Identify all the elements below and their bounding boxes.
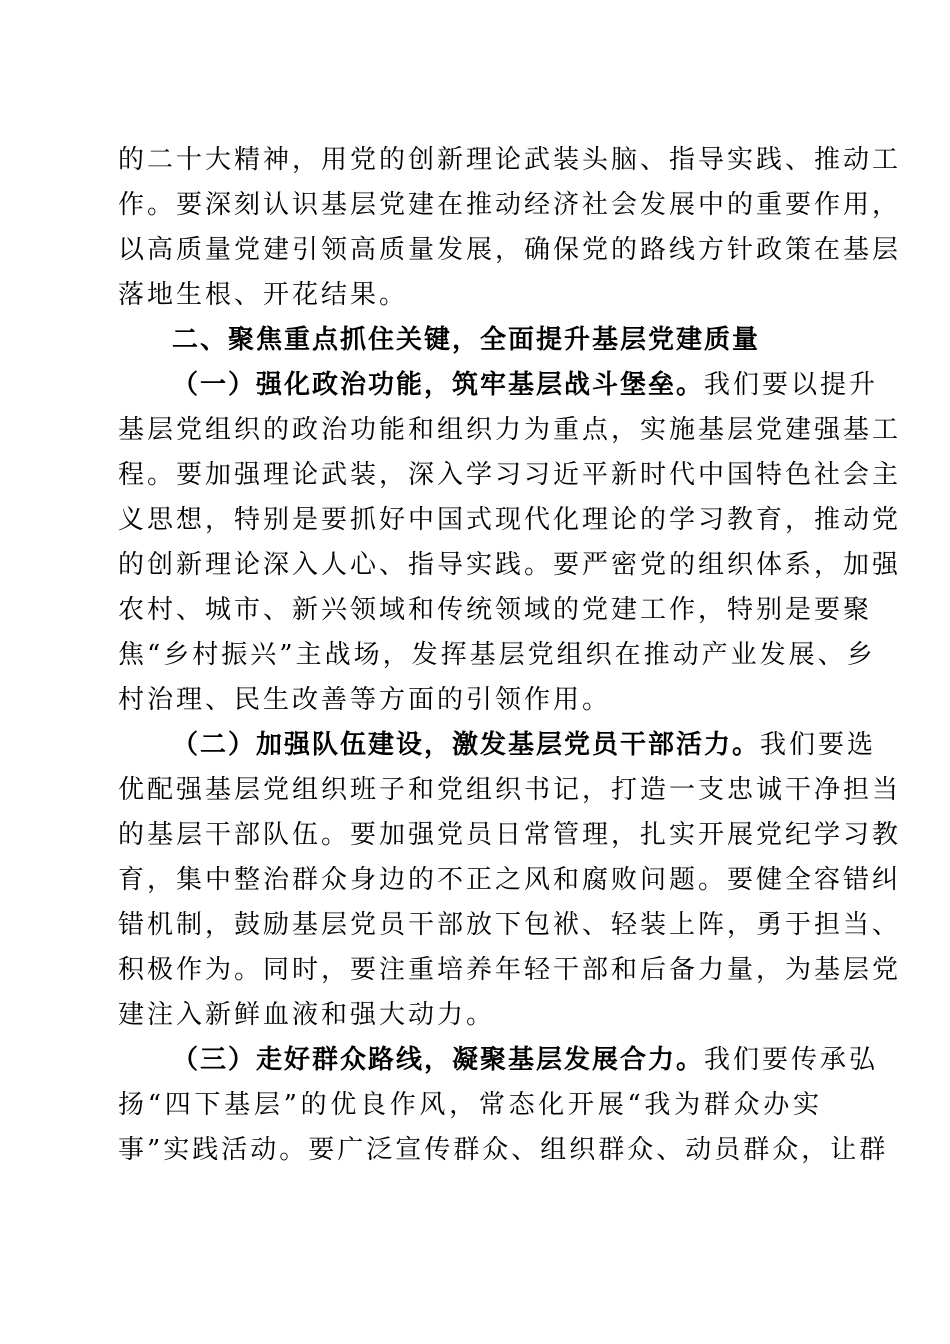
paragraph-line: 积极作为。同时，要注重培养年轻干部和后备力量，为基层党 — [118, 955, 902, 985]
section-3-lead: （三）走好群众路线，凝聚基层发展合力。 — [172, 1045, 705, 1075]
paragraph-first-line — [118, 1038, 879, 1083]
section-2-first-line-rest: 我们要选 — [760, 730, 877, 760]
paragraph-first-line — [118, 723, 877, 768]
paragraph-line: 建注入新鲜血液和强大动力。 — [118, 1000, 496, 1030]
paragraph-line: 作。要深刻认识基层党建在推动经济社会发展中的重要作用， — [118, 190, 902, 220]
paragraph-line: 扬“四下基层”的优良作风，常态化开展“我为群众办实 — [118, 1090, 822, 1120]
section-1-lead: （一）强化政治功能，筑牢基层战斗堡垒。 — [172, 370, 705, 400]
section-1-paragraph — [118, 363, 902, 723]
paragraph-line: 优配强基层党组织班子和党组织书记，打造一支忠诚干净担当 — [118, 775, 902, 805]
paragraph-line: 的创新理论深入人心、指导实践。要严密党的组织体系，加强 — [118, 550, 902, 580]
paragraph-line: 的基层干部队伍。要加强党员日常管理，扎实开展党纪学习教 — [118, 820, 902, 850]
section-2-paragraph — [118, 723, 902, 1038]
paragraph-line: 事”实践活动。要广泛宣传群众、组织群众、动员群众，让群 — [118, 1135, 889, 1165]
section-3-paragraph — [118, 1038, 889, 1173]
document-page — [118, 138, 902, 1173]
section-3-first-line-rest: 我们要传承弘 — [704, 1045, 879, 1075]
paragraph-line: 育，集中整治群众身边的不正之风和腐败问题。要健全容错纠 — [118, 865, 902, 895]
intro-paragraph — [118, 138, 902, 318]
section-2-lead: （二）加强队伍建设，激发基层党员干部活力。 — [172, 730, 761, 760]
paragraph-line: 落地生根、开花结果。 — [118, 280, 409, 310]
paragraph-line: 程。要加强理论武装，深入学习习近平新时代中国特色社会主 — [118, 460, 902, 490]
paragraph-line: 焦“乡村振兴”主战场，发挥基层党组织在推动产业发展、乡 — [118, 640, 876, 670]
paragraph-first-line — [118, 363, 879, 408]
paragraph-line: 义思想，特别是要抓好中国式现代化理论的学习教育，推动党 — [118, 505, 902, 535]
paragraph-line: 农村、城市、新兴领域和传统领域的党建工作，特别是要聚 — [118, 595, 873, 625]
paragraph-line: 以高质量党建引领高质量发展，确保党的路线方针政策在基层 — [118, 235, 902, 265]
section-heading: 二、聚焦重点抓住关键，全面提升基层党建质量 — [172, 325, 761, 355]
paragraph-line: 村治理、民生改善等方面的引领作用。 — [118, 685, 612, 715]
paragraph-line: 的二十大精神，用党的创新理论武装头脑、指导实践、推动工 — [118, 145, 902, 175]
section-1-first-line-rest: 我们要以提升 — [704, 370, 879, 400]
paragraph-line: 基层党组织的政治功能和组织力为重点，实施基层党建强基工 — [118, 415, 902, 445]
paragraph-line: 错机制，鼓励基层党员干部放下包袱、轻装上阵，勇于担当、 — [118, 910, 902, 940]
